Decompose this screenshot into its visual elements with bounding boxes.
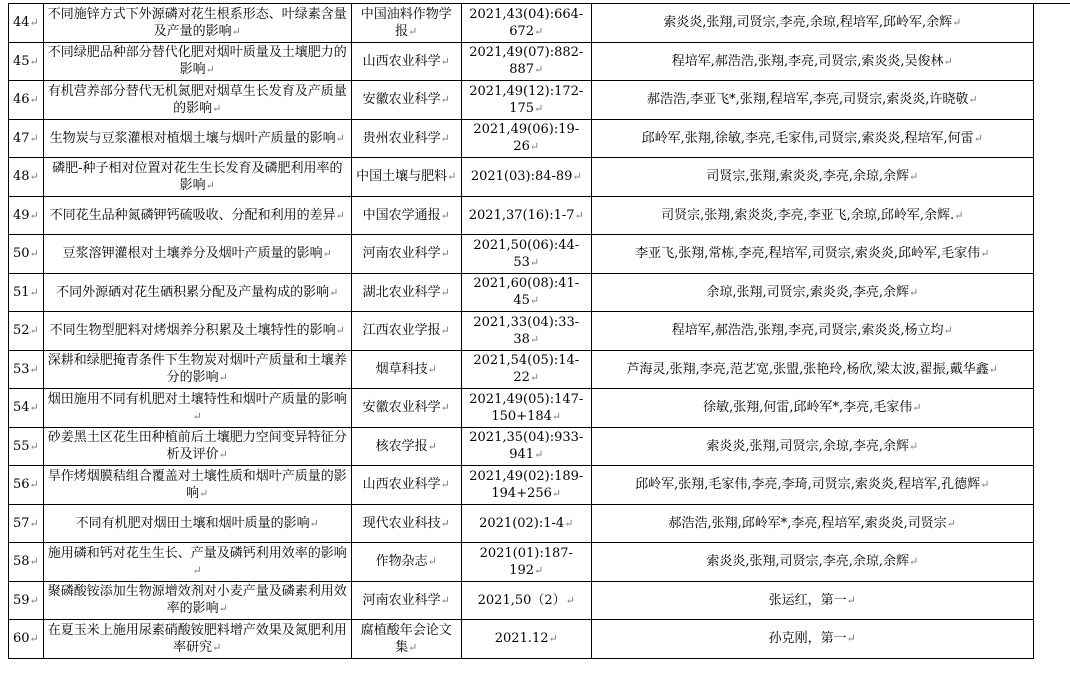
- table-row: [9, 389, 1034, 428]
- author-list: 邱岭军,张翔,徐敏,李亮,毛家伟,司贤宗,索炎炎,程培军,何雷↵: [591, 119, 1033, 158]
- author-list: 芦海灵,张翔,李亮,范艺宽,张盟,张艳玲,杨欣,梁太波,翟振,戴华鑫↵: [591, 350, 1033, 389]
- author-list: 索炎炎,张翔,司贤宗,李亮,余琼,余辉↵: [591, 543, 1033, 582]
- journal-name: 贵州农业科学↵: [351, 119, 461, 158]
- row-number: 53↵: [9, 350, 44, 389]
- paper-title: 深耕和绿肥掩青条件下生物炭对烟叶产质量和土壤养分的影响↵: [43, 350, 351, 389]
- row-number: 47↵: [9, 119, 44, 158]
- paper-title: 有机营养部分替代无机氮肥对烟草生长发育及产质量的影响↵: [43, 81, 351, 120]
- author-list: 张运红，第一↵: [591, 581, 1033, 620]
- row-number: 56↵: [9, 466, 44, 505]
- table-row: [9, 119, 1034, 158]
- row-number: 49↵: [9, 196, 44, 235]
- volume-pages: 2021(01):187-192↵: [461, 543, 591, 582]
- paper-title: 不同绿肥品种部分替代化肥对烟叶质量及土壤肥力的影响↵: [43, 42, 351, 81]
- volume-pages: 2021,49(12):172-175↵: [461, 81, 591, 120]
- paper-title: 聚磷酸铵添加生物源增效剂对小麦产量及磷素利用效率的影响↵: [43, 581, 351, 620]
- journal-name: 山西农业科学↵: [351, 42, 461, 81]
- volume-pages: 2021,35(04):933-941↵: [461, 427, 591, 466]
- paper-title: 豆浆溶钾灌根对土壤养分及烟叶产质量的影响↵: [43, 235, 351, 274]
- author-list: 程培军,郝浩浩,张翔,李亮,司贤宗,索炎炎,吴俊林↵: [591, 42, 1033, 81]
- author-list: 司贤宗,张翔,索炎炎,李亮,余琼,余辉↵: [591, 158, 1033, 197]
- volume-pages: 2021,50(06):44-53↵: [461, 235, 591, 274]
- row-number: 51↵: [9, 273, 44, 312]
- journal-name: 中国土壤与肥料↵: [351, 158, 461, 197]
- paper-title: 烟田施用不同有机肥对土壤特性和烟叶产质量的影响↵: [43, 389, 351, 428]
- author-list: 司贤宗,张翔,索炎炎,李亮,李亚飞,余琼,邱岭军,余辉.↵: [591, 196, 1033, 235]
- publication-table-body: [9, 4, 1034, 659]
- table-row: [9, 427, 1034, 466]
- volume-pages: 2021,49(02):189-194+256↵: [461, 466, 591, 505]
- journal-name: 作物杂志↵: [351, 543, 461, 582]
- journal-name: 现代农业科技↵: [351, 504, 461, 543]
- table-top-border: [1030, 3, 1070, 4]
- volume-pages: 2021,49(05):147-150+184↵: [461, 389, 591, 428]
- journal-name: 河南农业科学↵: [351, 581, 461, 620]
- paper-title: 旱作烤烟膜秸组合覆盖对土壤性质和烟叶产质量的影响↵: [43, 466, 351, 505]
- author-list: 孙克刚，第一↵: [591, 620, 1033, 659]
- paper-title: 砂姜黑土区花生田种植前后土壤肥力空间变异特征分析及评价↵: [43, 427, 351, 466]
- row-number: 50↵: [9, 235, 44, 274]
- journal-name: 核农学报↵: [351, 427, 461, 466]
- journal-name: 中国农学通报↵: [351, 196, 461, 235]
- paper-title: 不同花生品种氮磷钾钙硫吸收、分配和利用的差异↵: [43, 196, 351, 235]
- row-number: 48↵: [9, 158, 44, 197]
- table-row: [9, 466, 1034, 505]
- publication-table: [8, 3, 1034, 659]
- volume-pages: 2021,54(05):14-22↵: [461, 350, 591, 389]
- journal-name: 山西农业科学↵: [351, 466, 461, 505]
- row-number: 46↵: [9, 81, 44, 120]
- journal-name: 江西农业学报↵: [351, 312, 461, 351]
- journal-name: 安徽农业科学↵: [351, 81, 461, 120]
- table-row: [9, 4, 1034, 43]
- author-list: 邱岭军,张翔,毛家伟,李亮,李琦,司贤宗,索炎炎,程培军,孔德辉↵: [591, 466, 1033, 505]
- author-list: 李亚飞,张翔,常栋,李亮,程培军,司贤宗,索炎炎,邱岭军,毛家伟↵: [591, 235, 1033, 274]
- paper-title: 不同生物型肥料对烤烟养分积累及土壤特性的影响↵: [43, 312, 351, 351]
- row-number: 44↵: [9, 4, 44, 43]
- volume-pages: 2021,60(08):41-45↵: [461, 273, 591, 312]
- volume-pages: 2021,43(04):664-672↵: [461, 4, 591, 43]
- table-row: [9, 235, 1034, 274]
- volume-pages: 2021.12↵: [461, 620, 591, 659]
- table-row: [9, 196, 1034, 235]
- table-row: [9, 581, 1034, 620]
- paper-title: 在夏玉米上施用尿素硝酸铵肥料增产效果及氮肥利用率研究↵: [43, 620, 351, 659]
- table-row: [9, 350, 1034, 389]
- author-list: 索炎炎,张翔,司贤宗,李亮,余琼,程培军,邱岭军,余辉↵: [591, 4, 1033, 43]
- journal-name: 烟草科技↵: [351, 350, 461, 389]
- table-row: [9, 620, 1034, 659]
- row-number: 59↵: [9, 581, 44, 620]
- journal-name: 湖北农业科学↵: [351, 273, 461, 312]
- paper-title: 生物炭与豆浆灌根对植烟土壤与烟叶产质量的影响↵: [43, 119, 351, 158]
- row-number: 57↵: [9, 504, 44, 543]
- table-row: [9, 81, 1034, 120]
- volume-pages: 2021,50（2）↵: [461, 581, 591, 620]
- paper-title: 不同施锌方式下外源磷对花生根系形态、叶绿素含量及产量的影响↵: [43, 4, 351, 43]
- table-row: [9, 42, 1034, 81]
- volume-pages: 2021(02):1-4↵: [461, 504, 591, 543]
- author-list: 郝浩浩,李亚飞*,张翔,程培军,李亮,司贤宗,索炎炎,许晓敬↵: [591, 81, 1033, 120]
- volume-pages: 2021,49(07):882-887↵: [461, 42, 591, 81]
- paper-title: 不同有机肥对烟田土壤和烟叶质量的影响↵: [43, 504, 351, 543]
- author-list: 程培军,郝浩浩,张翔,李亮,司贤宗,索炎炎,杨立均↵: [591, 312, 1033, 351]
- table-row: [9, 273, 1034, 312]
- table-row: [9, 312, 1034, 351]
- row-number: 52↵: [9, 312, 44, 351]
- volume-pages: 2021(03):84-89↵: [461, 158, 591, 197]
- journal-name: 中国油料作物学报↵: [351, 4, 461, 43]
- journal-name: 河南农业科学↵: [351, 235, 461, 274]
- author-list: 余琼,张翔,司贤宗,索炎炎,李亮,余辉↵: [591, 273, 1033, 312]
- author-list: 索炎炎,张翔,司贤宗,余琼,李亮,余辉↵: [591, 427, 1033, 466]
- row-number: 45↵: [9, 42, 44, 81]
- table-row: [9, 543, 1034, 582]
- author-list: 郝浩浩,张翔,邱岭军*,李亮,程培军,索炎炎,司贤宗↵: [591, 504, 1033, 543]
- paper-title: 磷肥-种子相对位置对花生生长发育及磷肥利用率的影响↵: [43, 158, 351, 197]
- journal-name: 腐植酸年会论文集↵: [351, 620, 461, 659]
- author-list: 徐敏,张翔,何雷,邱岭军*,李亮,毛家伟↵: [591, 389, 1033, 428]
- volume-pages: 2021,37(16):1-7↵: [461, 196, 591, 235]
- volume-pages: 2021,49(06):19-26↵: [461, 119, 591, 158]
- row-number: 60↵: [9, 620, 44, 659]
- publication-table-wrapper: [8, 3, 1034, 659]
- row-number: 58↵: [9, 543, 44, 582]
- row-number: 54↵: [9, 389, 44, 428]
- table-row: [9, 158, 1034, 197]
- paper-title: 施用磷和钙对花生生长、产量及磷钙利用效率的影响↵: [43, 543, 351, 582]
- volume-pages: 2021,33(04):33-38↵: [461, 312, 591, 351]
- journal-name: 安徽农业科学↵: [351, 389, 461, 428]
- row-number: 55↵: [9, 427, 44, 466]
- paper-title: 不同外源硒对花生硒积累分配及产量构成的影响↵: [43, 273, 351, 312]
- table-row: [9, 504, 1034, 543]
